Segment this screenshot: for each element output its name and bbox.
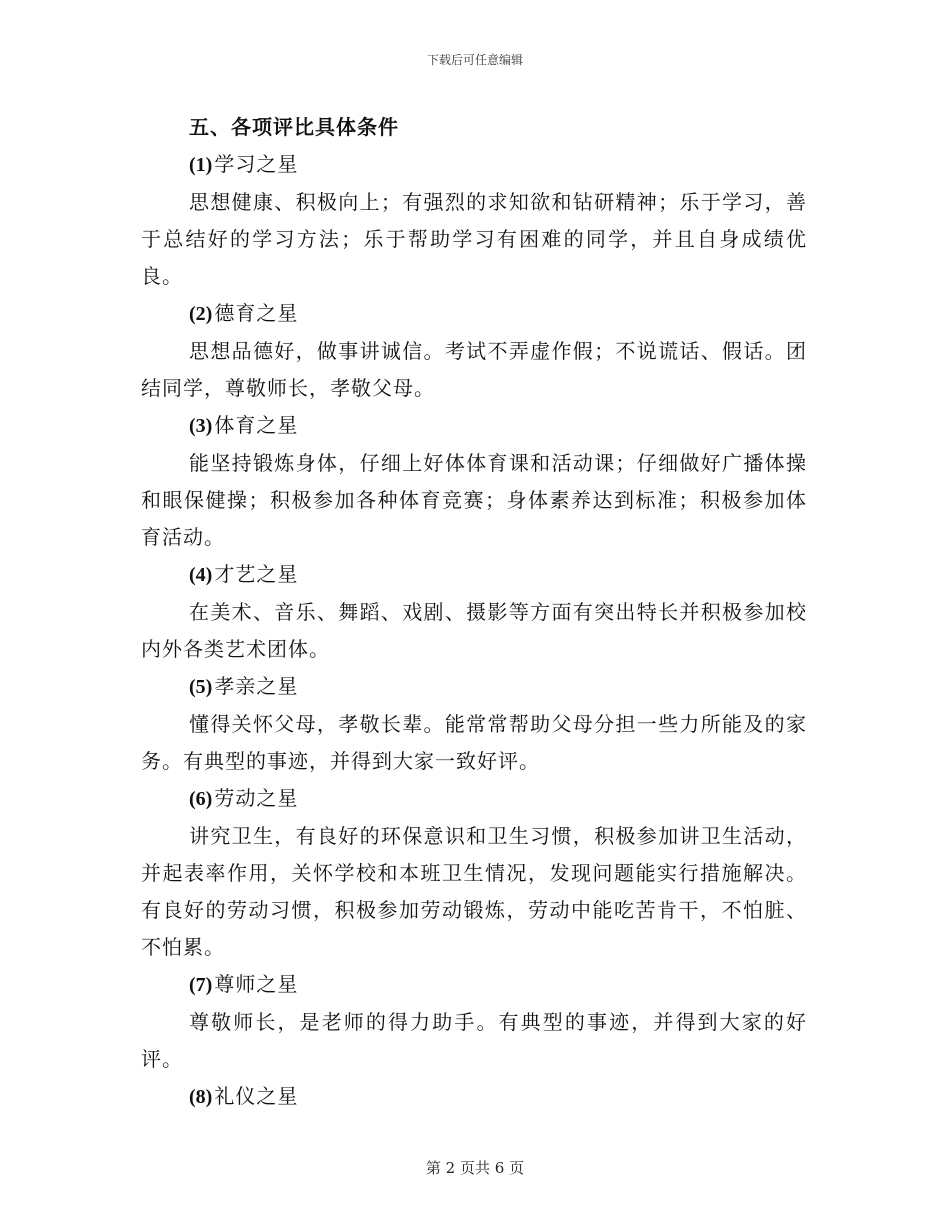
item-name: 德育之星	[214, 301, 299, 325]
item-name: 礼仪之星	[214, 1084, 299, 1108]
item-number: (1)	[189, 154, 213, 176]
item-heading-7	[141, 966, 807, 1004]
page-header: 下载后可任意编辑	[426, 53, 523, 67]
item-heading-3	[141, 407, 807, 445]
item-name: 劳动之星	[214, 786, 299, 810]
item-number: (3)	[189, 415, 213, 437]
item-body-3: 能坚持锻炼身体，仔细上好体体育课和活动课；仔细做好广播体操和眼保健操；积极参加各种体育竞赛；身体素养达到标准；积极参加体育活动。	[141, 451, 807, 549]
item-number: (5)	[189, 676, 213, 698]
item-number: (4)	[189, 564, 213, 586]
section-title: 五、各项评比具体条件	[189, 115, 399, 139]
item-number: (7)	[189, 974, 213, 996]
document-body	[141, 109, 807, 1116]
item-number: (8)	[189, 1086, 213, 1108]
item-body-4: 在美术、音乐、舞蹈、戏剧、摄影等方面有突出特长并积极参加校内外各类艺术团体。	[141, 600, 807, 661]
item-name: 学习之星	[214, 152, 299, 176]
item-name: 孝亲之星	[214, 674, 299, 698]
item-body-7: 尊敬师长，是老师的得力助手。有典型的事迹，并得到大家的好评。	[141, 1010, 807, 1071]
item-body-2: 思想品德好，做事讲诚信。考试不弄虚作假；不说谎话、假话。团结同学，尊敬师长，孝敬父母。	[141, 339, 807, 400]
item-heading-1	[141, 146, 807, 184]
page-footer: 第 2 页共 6 页	[425, 1159, 525, 1177]
item-heading-4	[141, 556, 807, 594]
item-heading-2	[141, 295, 807, 333]
item-body-1: 思想健康、积极向上；有强烈的求知欲和钻研精神；乐于学习，善于总结好的学习方法；乐于帮助学习有困难的同学，并且自身成绩优良。	[141, 190, 807, 288]
item-name: 体育之星	[214, 413, 299, 437]
item-name: 尊师之星	[214, 972, 299, 996]
item-heading-8	[141, 1078, 807, 1116]
item-number: (6)	[189, 788, 213, 810]
item-number: (2)	[189, 303, 213, 325]
item-body-6: 讲究卫生，有良好的环保意识和卫生习惯，积极参加讲卫生活动，并起表率作用，关怀学校和本班卫生情况，发现问题能实行措施解决。有良好的劳动习惯，积极参加劳动锻炼，劳动中能吃苦肯干，不怕脏、不怕累。	[141, 824, 807, 959]
item-name: 才艺之星	[214, 562, 299, 586]
item-heading-5	[141, 668, 807, 706]
item-heading-6	[141, 780, 807, 818]
item-body-5: 懂得关怀父母，孝敬长辈。能常常帮助父母分担一些力所能及的家务。有典型的事迹，并得到大家一致好评。	[141, 712, 807, 773]
